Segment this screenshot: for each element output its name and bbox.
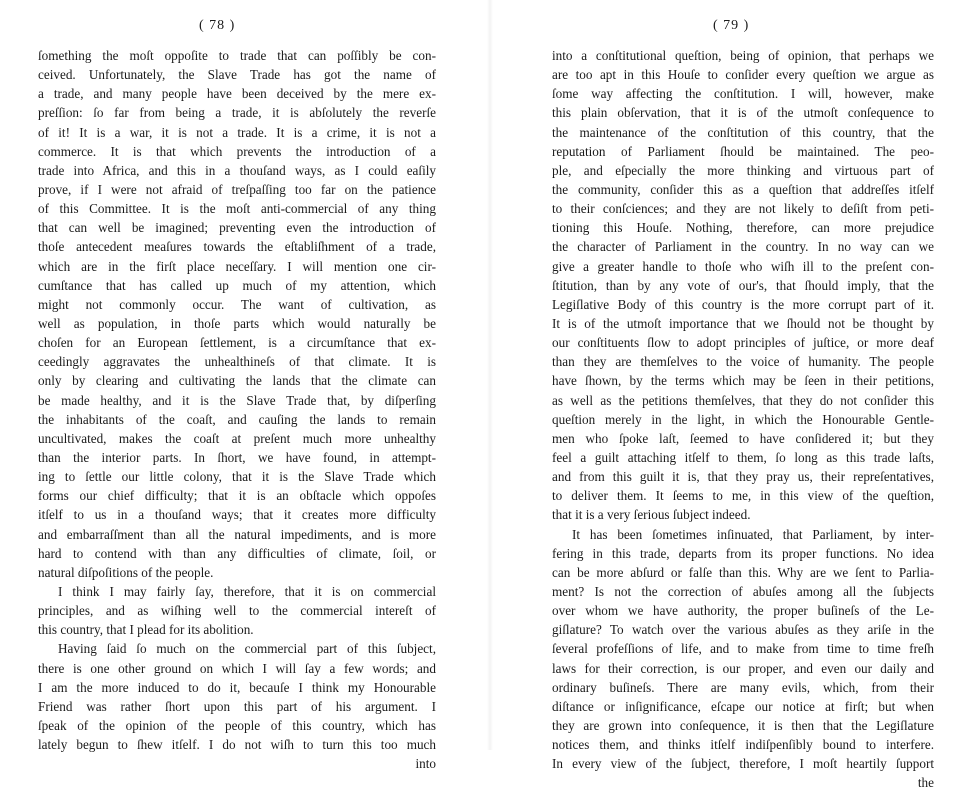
text-line: have ſhown, by the terms which may be ſeen in their petitions, — [552, 373, 934, 389]
text-line: Legiſlative Body of this country is the more corrupt part of it. — [552, 296, 934, 312]
text-line: laws for their correction, is our proper, and even our daily and — [552, 660, 934, 676]
text-line: forms our chief difficulty; that it is an obſtacle which oppoſes — [38, 488, 436, 504]
page-body-text — [38, 46, 436, 773]
page-number: ( 79 ) — [713, 18, 750, 33]
text-line: the character of Parliament in the country. In no way can we — [552, 239, 934, 255]
text-line: give a greater handle to thoſe who wiſh ill to the preſent con- — [552, 258, 934, 274]
text-line: Having ſaid ſo much on the commercial part of this ſubject, — [58, 641, 436, 657]
text-line: ſeveral profeſſions of life, and to make from time to time freſh — [552, 641, 934, 657]
text-line: diſtance or inſignificance, eſcape our notice at firſt; but when — [552, 698, 934, 714]
text-line: they are grown into conſequence, it is then that the Legiſlature — [552, 717, 934, 733]
text-line: It is of the utmoſt importance that we ſhould not be thought by — [552, 315, 934, 331]
text-line: into a conſtitutional queſtion, being of opinion, that perhaps we — [552, 48, 934, 63]
text-line: to their conſciences; and they are not likely to deſiſt from peti- — [552, 201, 934, 217]
text-line: and from this guilt it is, that they pray us, their repreſentatives, — [552, 469, 934, 485]
text-line: In every view of the ſubject, therefore, I moſt heartily ſupport — [552, 756, 934, 772]
text-line: our conſtituents ſlow to adopt principles of juſtice, or more deaf — [552, 335, 934, 351]
text-line: preſſion: ſo far from being a trade, it is abſolutely the reverſe — [38, 105, 436, 121]
text-line: commerce. It is that which prevents the introduction of a — [38, 143, 436, 159]
text-line: might not commonly occur. The want of cultivation, as — [38, 296, 436, 312]
text-line: ing to ſettle our little colony, that it is the Slave Trade which — [38, 469, 436, 485]
text-line: are too apt in this Houſe to conſider every queſtion we argue as — [552, 67, 934, 83]
text-line: the inhabitants of the coaſt, and cauſing the lands to remain — [38, 411, 436, 427]
text-line: giſlature? To watch over the various abuſes as they ariſe in the — [552, 622, 934, 638]
text-line: this country, that I plead for its abolition. — [38, 622, 254, 638]
text-line: ceived. Unfortunately, the Slave Trade has got the name of — [38, 67, 436, 83]
text-line: prove, if I were not afraid of treſpaſſing too far on the patience — [38, 181, 436, 197]
text-line: well as population, in thoſe parts which would naturally be — [38, 315, 436, 331]
text-line: hard to contend with than any difficulties of climate, ſoil, or — [38, 545, 436, 561]
text-line: over whom we have authority, the proper buſineſs of the Le- — [552, 603, 934, 619]
page-body-text — [552, 46, 934, 792]
text-line: thoſe antecedent meaſures towards the eſtabliſhment of a trade, — [38, 239, 436, 255]
text-line: trade into Africa, and this in a thouſand ways, as I could eaſily — [38, 162, 436, 178]
page-number: ( 78 ) — [199, 18, 236, 33]
text-line: feel a guilt attaching itſelf to them, ſo long as this trade laſts, — [552, 449, 934, 465]
text-line: of this Committee. It is the moſt anti-commercial of any thing — [38, 201, 436, 217]
text-line: ſtitution, than by any vote of our's, that ſhould imply, that the — [552, 277, 934, 293]
text-line: that it is a very ſerious ſubject indeed. — [552, 507, 751, 523]
text-line: men who ſpoke laſt, ſeemed to have conſidered it; but they — [552, 430, 934, 446]
text-line: I think I may fairly ſay, therefore, that it is on commercial — [58, 583, 436, 599]
text-line: fering in this trade, departs from its proper functions. No idea — [552, 545, 934, 561]
text-line: the maintenance of the conſtitution of this country, that the — [552, 124, 934, 140]
text-line: only by clearing and cultivating the lands that the climate can — [38, 373, 436, 389]
text-line: ſpeak of the opinion of the people of this country, which has — [38, 717, 436, 733]
text-line: this plain obſervation, that it is of the utmoſt conſequence to — [552, 105, 934, 121]
text-line: as well as the petitions themſelves, that they do not conſider this — [552, 392, 934, 408]
text-line: tioning this Houſe. Nothing, therefore, can more prejudice — [552, 220, 934, 236]
text-line: cumſtance that has called up much of my attention, which — [38, 277, 436, 293]
text-line: and embarraſſment than all the natural impediments, and is more — [38, 526, 436, 542]
text-line: It has been ſometimes inſinuated, that Parliament, by inter- — [572, 526, 934, 542]
text-line: to deliver them. It ſeems to me, in this view of the queſtion, — [552, 488, 934, 504]
text-line: itſelf to us in a thouſand ways; that it creates more difficulty — [38, 507, 436, 523]
text-line: there is one other ground on which I will ſay a few words; and — [38, 660, 436, 676]
left-page — [0, 0, 490, 772]
text-line: ordinary buſineſs. There are many evils, which, from their — [552, 679, 934, 695]
text-line: the community, conſider this as a queſtion that addreſſes itſelf — [552, 181, 934, 197]
right-page — [490, 0, 980, 791]
text-line: can be more abſurd or falſe than this. Why are we ſent to Parlia- — [552, 564, 934, 580]
text-line: ment? Is not the correction of abuſes among all the ſubjects — [552, 583, 934, 599]
text-line: I am the more induced to do it, becauſe I think my Honourable — [38, 679, 436, 695]
text-line: than they are themſelves to the voice of humanity. The people — [552, 354, 934, 370]
text-line: be made healthy, and it is the Slave Trade that, by diſperſing — [38, 392, 436, 408]
text-line: which are in the firſt place neceſſary. I will mention one cir- — [38, 258, 436, 274]
text-line: ſomething the moſt oppoſite to trade that can poſſibly be con- — [38, 48, 436, 63]
text-line: choſen for an European ſettlement, is a circumſtance that ex- — [38, 335, 436, 351]
text-line: natural diſpoſitions of the people. — [38, 564, 214, 580]
text-line: uncultivated, makes the coaſt at preſent much more unhealthy — [38, 430, 436, 446]
text-line: queſtion merely in the light, in which the Honourable Gentle- — [552, 411, 934, 427]
text-line: reputation of Parliament ſhould be maintained. The peo- — [552, 143, 934, 159]
text-line: ple, and eſpecially the more thinking and virtuous part of — [552, 162, 934, 178]
text-line: ceedingly aggravates the unhealthineſs of that climate. It is — [38, 354, 436, 370]
text-line: lately begun to ſhew itſelf. I do not wiſh to turn this too much — [38, 737, 436, 753]
text-line: that can well be imagined; preventing even the introduction of — [38, 220, 436, 236]
text-line: than the interior parts. In ſhort, we have found, in attempt- — [38, 449, 436, 465]
text-line: principles, and as wiſhing well to the commercial intereſt of — [38, 603, 436, 619]
catchword: into — [415, 756, 436, 772]
catchword: the — [917, 775, 934, 791]
text-line: ſome way affecting the conſtitution. I will, however, make — [552, 86, 934, 102]
text-line: of it! It is a war, it is not a trade. It is a crime, it is not a — [38, 124, 436, 140]
text-line: Friend was rather ſhort upon this part of his argument. I — [38, 698, 436, 714]
text-line: notices them, and thinks itſelf indiſpenſibly bound to interfere. — [552, 737, 934, 753]
text-line: a trade, and many people have been deceived by the mere ex- — [38, 86, 436, 102]
